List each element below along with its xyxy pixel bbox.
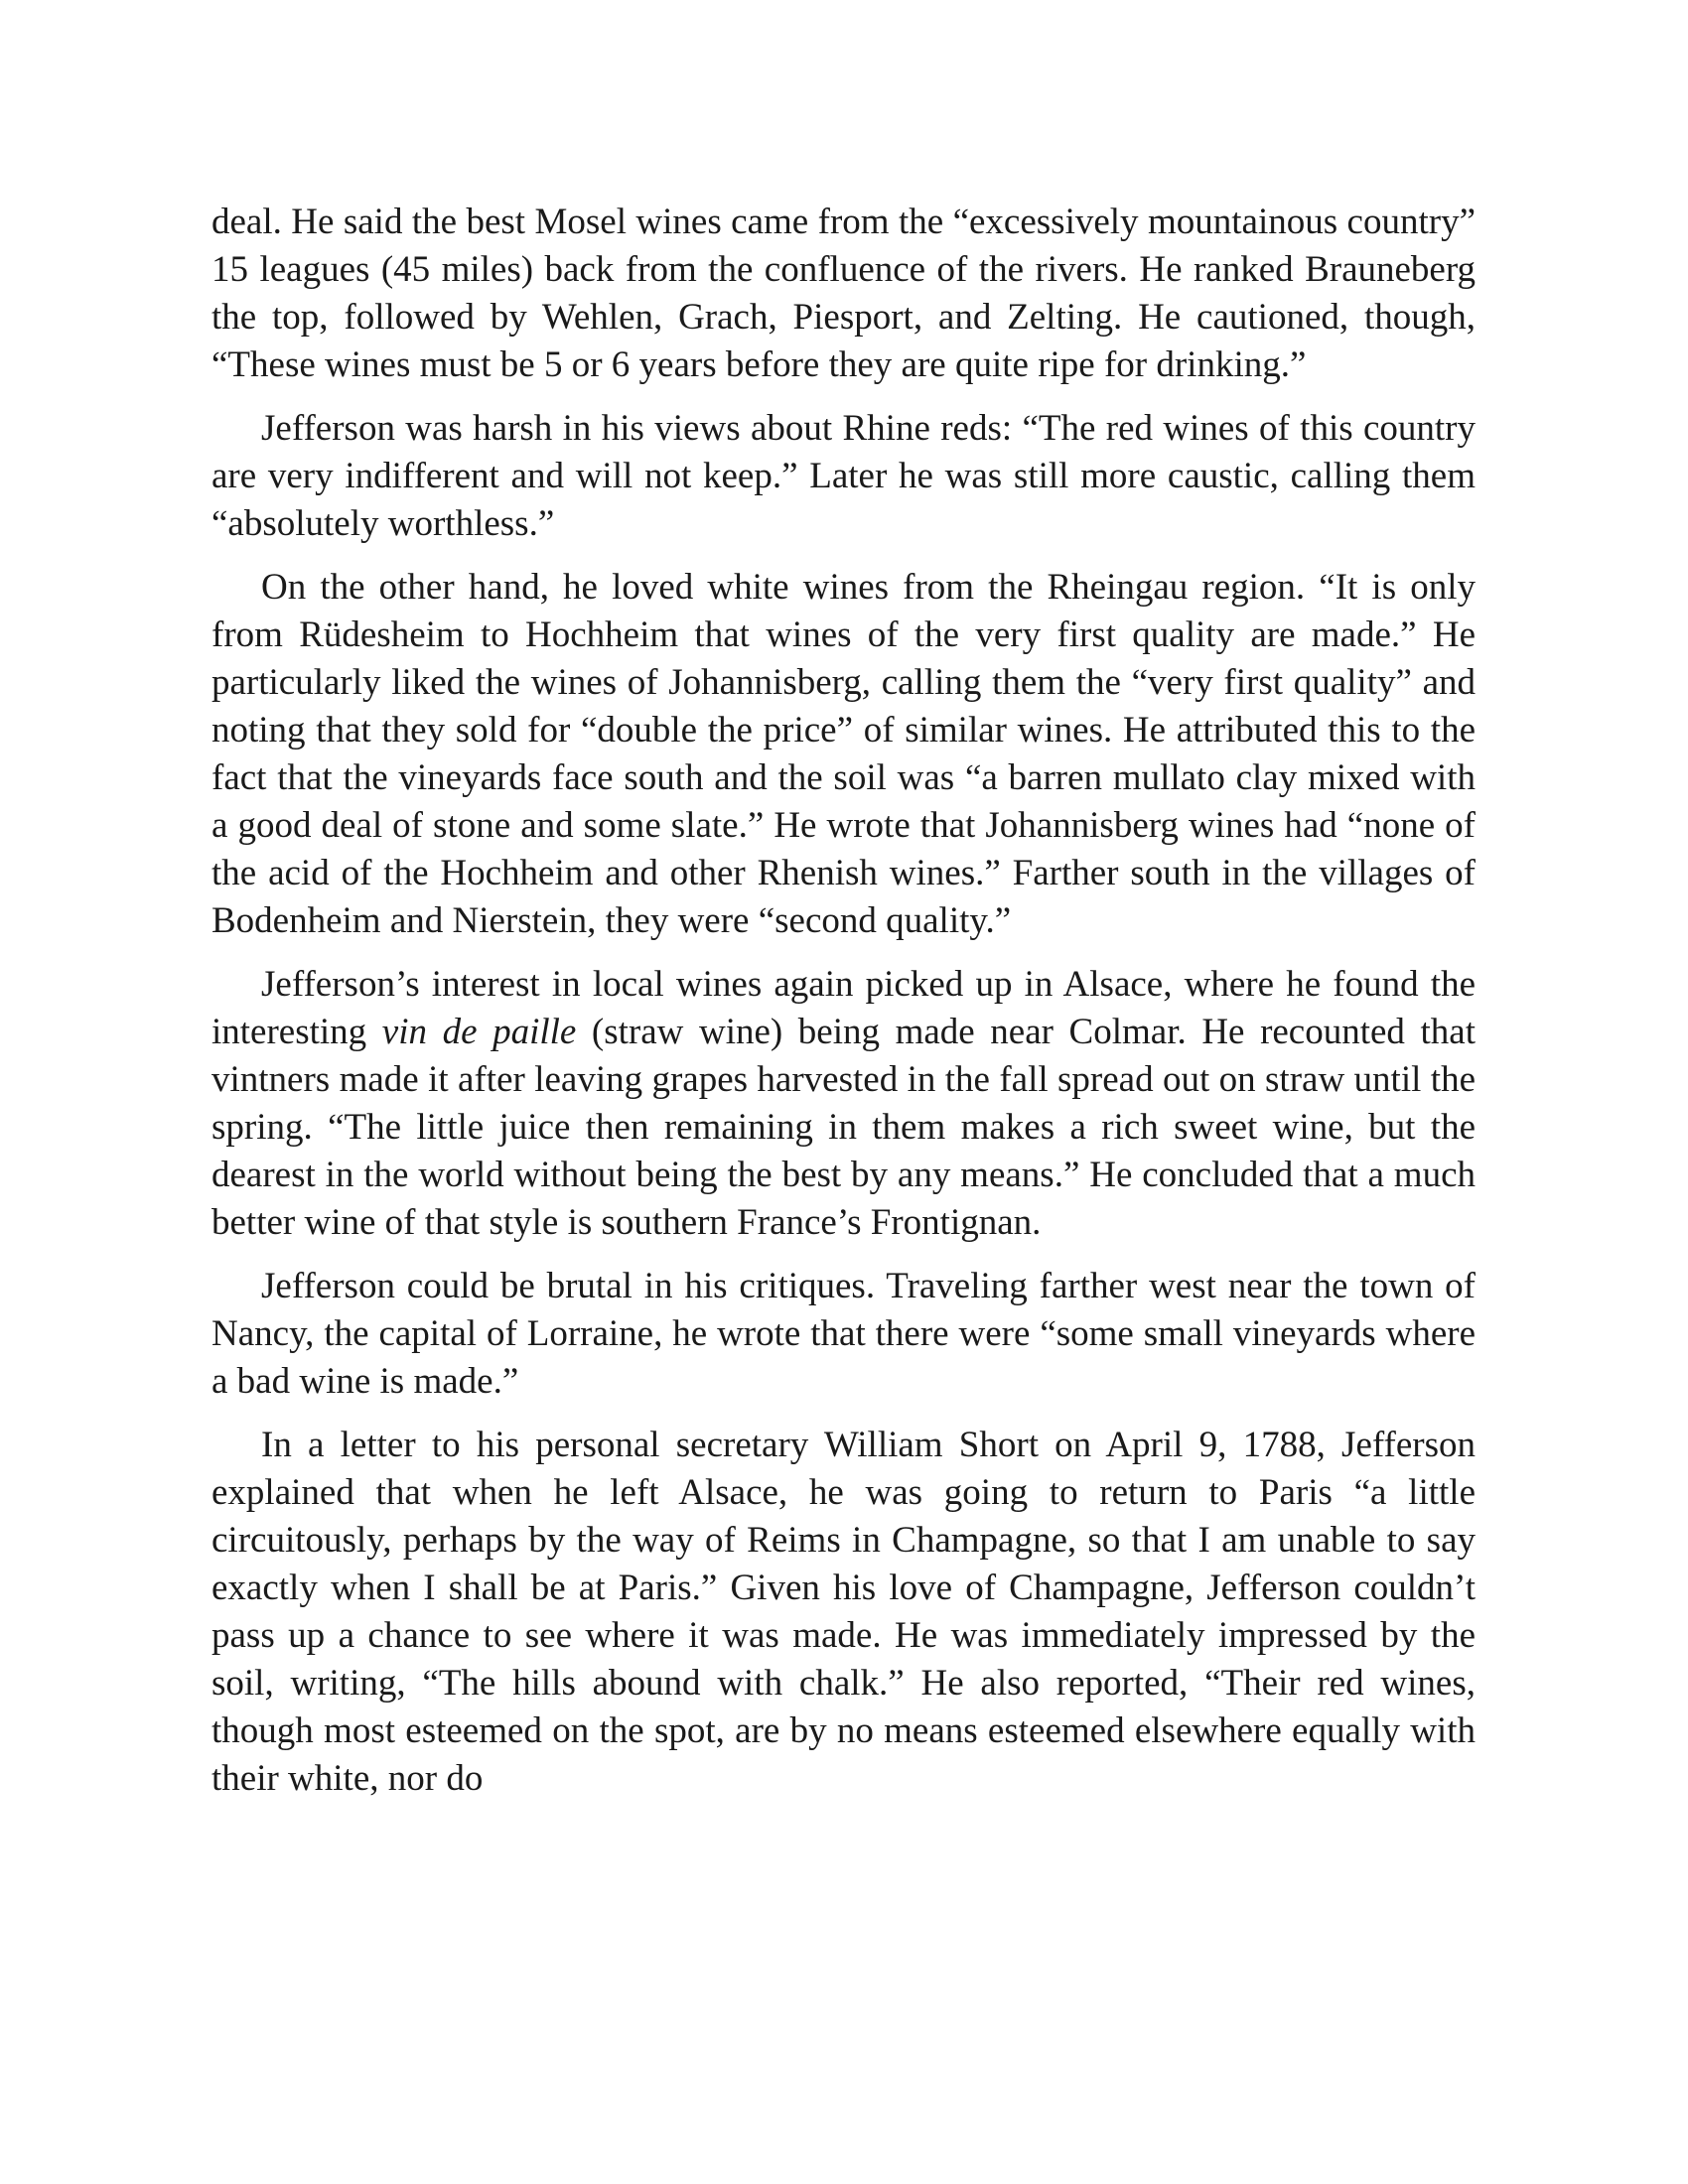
paragraph-5: Jefferson could be brutal in his critiques. Traveling farther west near the town of Nancy, the capital of Lorraine, he wrote that there were “some small vineyards where a bad wine is made.” [211,1266,1476,1402]
paragraph-6: In a letter to his personal secretary William Short on April 9, 1788, Jefferson explained that when he left Alsace, he was going to return to Paris “a little circuitously, perhaps by the way of Reims in Champagne, so that I am unable to say exactly when I shall be at Paris.” Given his love of Champagne, Jefferson couldn’t pass up a chance to see where it was made. He was immediately impressed by the soil, writing, “The hills abound with chalk.” He also reported, “Their red wines, though most esteemed on the spot, are by no means esteemed elsewhere equally with their white, nor do [211,1425,1476,1799]
paragraph-1: deal. He said the best Mosel wines came from the “excessively mountainous country” 15 leagues (45 miles) back from the confluence of the rivers. He ranked Brauneberg the top, followed by Wehlen, Grach, Piesport, and Zelting. He cautioned, though, “These wines must be 5 or 6 years before they are quite ripe for drinking.” [211,202,1476,385]
paragraph-4 [211,961,1476,1247]
paragraph-3: On the other hand, he loved white wines from the Rheingau region. “It is only from Rüdesheim to Hochheim that wines of the very first quality are made.” He particularly liked the wines of Johannisberg, calling them the “very first quality” and noting that they sold for “double the price” of similar wines. He attributed this to the fact that the vineyards face south and the soil was “a barren mullato clay mixed with a good deal of stone and some slate.” He wrote that Johannisberg wines had “none of the acid of the Hochheim and other Rhenish wines.” Farther south in the villages of Bodenheim and Nierstein, they were “second quality.” [211,567,1476,941]
page-body [211,199,1476,1819]
paragraph-4-italic-term: vin de paille [381,1012,577,1052]
paragraph-2: Jefferson was harsh in his views about Rhine reds: “The red wines of this country are very indifferent and will not keep.” Later he was still more caustic, calling them “absolutely worthless.” [211,408,1476,544]
paragraph-4-text-before: Jefferson’s interest in local wines again picked up in Alsace, where he found the interesting [211,964,1476,1052]
paragraph-4-text-after: (straw wine) being made near Colmar. He recounted that vintners made it after leaving grapes harvested in the fall spread out on straw until the spring. “The little juice then remaining in them makes a rich sweet wine, but the dearest in the world without being the best by any means.” He concluded that a much better wine of that style is southern France’s Frontignan. [211,1012,1477,1243]
